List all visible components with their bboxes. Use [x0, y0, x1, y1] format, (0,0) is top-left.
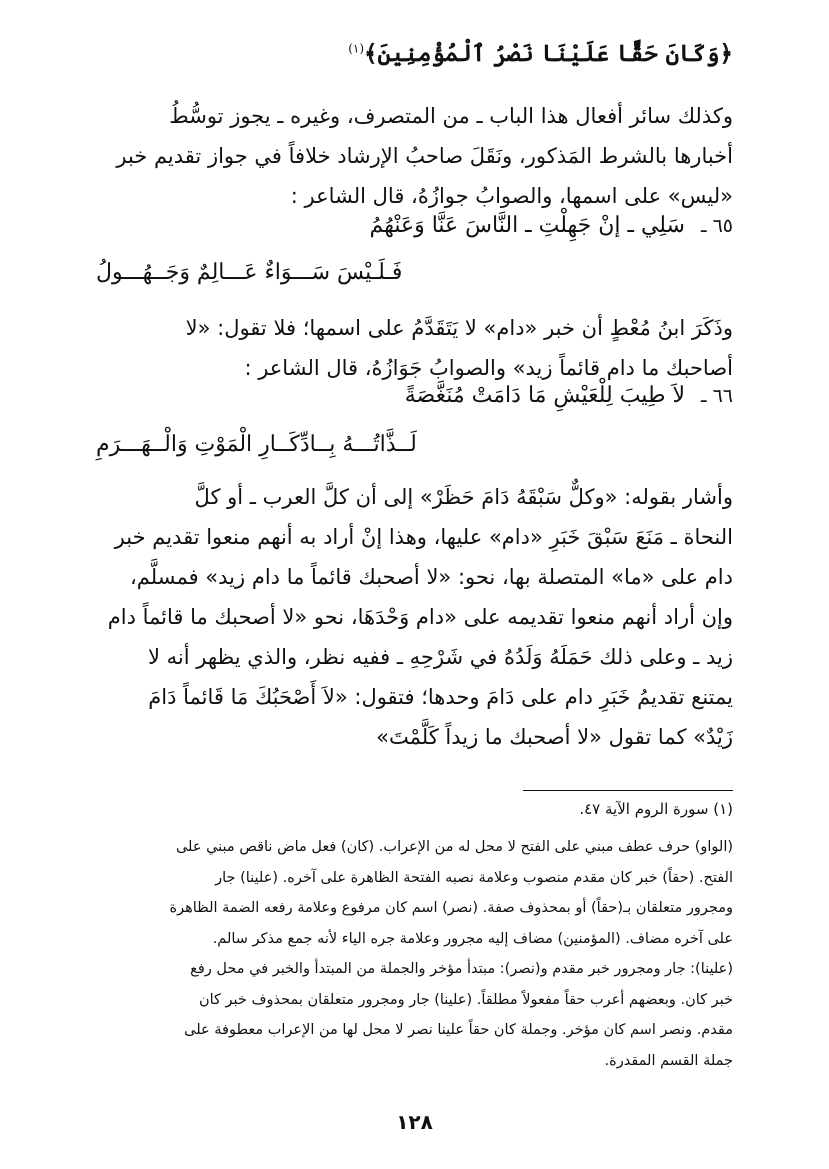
- poem-number: ٦٥ ـ: [700, 215, 733, 237]
- poem-line: لاَ طِيبَ لِلْعَيْشِ مَا دَامَتْ مُنَغَّصَةً: [404, 383, 685, 408]
- footnote-divider: [523, 790, 733, 791]
- page-number: ١٢٨: [396, 1110, 433, 1134]
- poem-line: سَلِي ـ إنْ جَهِلْتِ ـ النَّاسَ عَنَّا وَعَنْهُمُ: [369, 213, 685, 238]
- paragraph-line: النحاة ـ مَنَعَ سَبْقَ خَبَرِ «دام» عليها، وهذا إنْ أراد به أنهم منعوا تقديم خبر: [114, 525, 733, 549]
- poem-65-first-hemistich: [97, 213, 733, 238]
- paragraph-3: [97, 477, 733, 757]
- paragraph-line: زَيْدٌ» كما تقول «لا أصحبك ما زيداً كَلَّمْتَ»: [376, 725, 733, 749]
- paragraph-line: دام على «ما» المتصلة بها، نحو: «لا أصحبك قائماً ما دام زيد» فمسلَّم،: [130, 565, 733, 589]
- paragraph-line: «ليس» على اسمها، والصوابُ جوازُهُ، قال الشاعر :: [290, 184, 733, 208]
- note-line: (الواو) حرف عطف مبني على الفتح لا محل له من الإعراب. (كان) فعل ماض ناقص مبني على: [175, 839, 733, 855]
- paragraph-line: أخبارها بالشرط المَذكور، ونَقَلَ صاحبُ الإرشاد خلافاً في جواز تقديم خبر: [116, 144, 733, 168]
- note-line: خبر كان. وبعضهم أعرب حقاً مفعولاً مطلقاً. (علينا) جار ومجرور متعلقان بمحذوف خبر كان: [198, 991, 733, 1008]
- poem-66-second-hemistich: [96, 432, 732, 457]
- paragraph-line: يمتنع تقديمُ خَبَرِ دام على دَامَ وحدها؛ فتقول: «لاَ أَصْحَبُكَ مَا قَائماً دَامَ: [148, 685, 733, 709]
- poem-line: فَـلَـيْسَ سَـــوَاءٌ عَـــالِمٌ وَجَــهُـــولُ: [96, 260, 403, 285]
- poem-line: لَــذَّاتُـــهُ بِــادِّكَــارِ الْمَوْتِ وَالْــهَـــرَمِ: [96, 432, 417, 457]
- paragraph-line: وأشار بقوله: «وكلٌّ سَبْقَهُ دَامَ حَظَرْ» إلى أن كلَّ العرب ـ أو كلَّ: [194, 485, 733, 509]
- note-line: الفتح. (حقاً) خبر كان مقدم منصوب وعلامة نصبه الفتحة الظاهرة على آخره. (علينا) جار: [215, 869, 733, 886]
- verse-text: ﴿وَكَانَ حَقًّا عَلَيْنَا نَصْرُ ٱلْمُؤْمِنِينَ﴾: [364, 40, 733, 67]
- quran-verse-header: [83, 40, 733, 67]
- paragraph-1: [97, 96, 733, 216]
- note-line: ومجرور متعلقان بـ(حقاً) أو بمحذوف صفة. (نصر) اسم كان مرفوع وعلامة رفعه الضمة الظاهرة: [169, 900, 733, 916]
- note-line: جملة القسم المقدرة.: [604, 1052, 733, 1069]
- paragraph-line: وذَكَرَ ابنُ مُعْطٍ أن خبر «دام» لا يَتَقَدَّمُ على اسمها؛ فلا تقول: «لا: [185, 316, 733, 340]
- paragraph-line: وإن أراد أنهم منعوا تقديمه على «دام وَحْدَهَا، نحو «لا أصحبك ما قائماً دام: [107, 605, 733, 629]
- note-line: على آخره مضاف. (المؤمنين) مضاف إليه مجرور وعلامة جره الياء لأنه جمع مذكر سالم.: [212, 930, 733, 947]
- grammar-notes: [97, 832, 733, 1076]
- verse-footnote-mark: (١): [348, 41, 365, 56]
- poem-66-first-hemistich: [97, 383, 733, 408]
- paragraph-line: زيد ـ وعلى ذلك حَمَلَهُ وَلَدُهُ في شَرْحِهِ ـ ففيه نظر، والذي يظهر أنه لا: [148, 645, 733, 669]
- poem-number: ٦٦ ـ: [700, 385, 733, 407]
- poem-65-second-hemistich: [96, 260, 732, 285]
- footnote: (١) سورة الروم الآية ٤٧.: [579, 800, 733, 818]
- note-line: (علينا): جار ومجرور خبر مقدم و(نصر): مبتدأ مؤخر والجملة من المبتدأ والخبر في محل رفع: [190, 961, 733, 977]
- note-line: مقدم. ونصر اسم كان مؤخر. وجملة كان حقاً علينا نصر لا محل لها من الإعراب معطوفة على: [184, 1022, 733, 1038]
- paragraph-line: أصاحبك ما دام قائماً زيد» والصوابُ جَوَازُهُ، قال الشاعر :: [244, 356, 733, 380]
- paragraph-2: [97, 308, 733, 388]
- paragraph-line: وكذلك سائر أفعال هذا الباب ـ من المتصرف، وغيره ـ يجوز توسُّطُ: [169, 104, 733, 128]
